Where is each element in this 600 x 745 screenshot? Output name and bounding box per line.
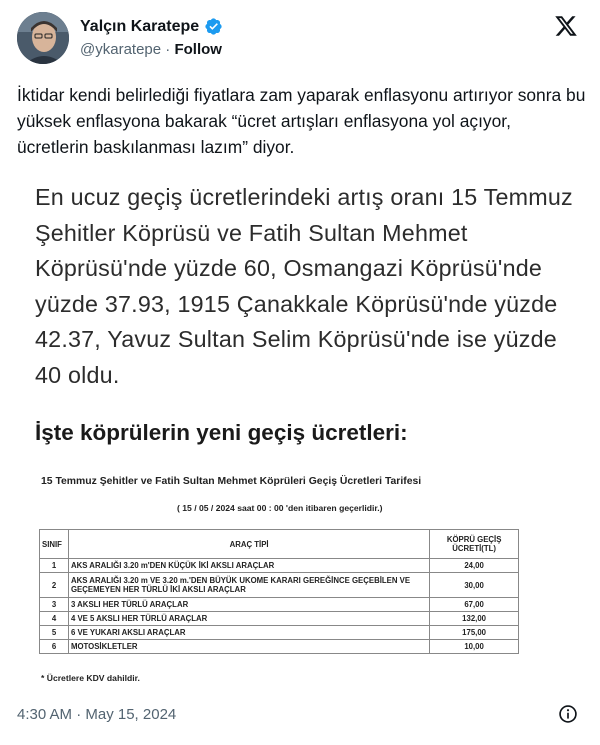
table-row bbox=[40, 612, 519, 626]
row-sinif: 3 bbox=[40, 598, 69, 612]
row-arac-tipi: AKS ARALIĞI 3.20 m'DEN KÜÇÜK İKİ AKSLI ARAÇLAR bbox=[68, 559, 429, 573]
header-sinif: SINIF bbox=[40, 530, 69, 559]
header-arac-tipi: ARAÇ TİPİ bbox=[68, 530, 429, 559]
table-row bbox=[40, 559, 519, 573]
row-arac-tipi: 4 VE 5 AKSLI HER TÜRLÜ ARAÇLAR bbox=[68, 612, 429, 626]
row-price: 10,00 bbox=[430, 640, 519, 654]
author-name[interactable]: Yalçın Karatepe bbox=[80, 17, 200, 35]
author-handle[interactable]: @ykaratepe bbox=[80, 41, 162, 58]
tariff-footnote: * Ücretlere KDV dahildir. bbox=[41, 673, 140, 683]
handle-line bbox=[80, 41, 222, 58]
table-row bbox=[40, 598, 519, 612]
row-price: 175,00 bbox=[430, 626, 519, 640]
table-row bbox=[40, 573, 519, 598]
tweet-text: İktidar kendi belirlediği fiyatlara zam yaparak enflasyonu artırıyor sonra bu yüksek enflasyona bakarak “ücret artışları enflasyona yol açıyor, ücretlerin baskılanması lazım” diyor. bbox=[17, 85, 586, 157]
row-arac-tipi: 6 VE YUKARI AKSLI ARAÇLAR bbox=[68, 626, 429, 640]
row-price: 24,00 bbox=[430, 559, 519, 573]
author-name-row[interactable] bbox=[80, 17, 223, 36]
tariff-title: 15 Temmuz Şehitler ve Fatih Sultan Mehmet Köprüleri Geçiş Ücretleri Tarifesi bbox=[41, 476, 422, 487]
row-arac-tipi: AKS ARALIĞI 3.20 m VE 3.20 m.'DEN BÜYÜK UKOME KARARI GEREĞİNCE GEÇEBİLEN VE GEÇEMEYEN HER TÜRLÜ İKİ AKSLI ARAÇLAR bbox=[68, 573, 429, 598]
handle-separator: · bbox=[165, 41, 171, 58]
table-row bbox=[40, 626, 519, 640]
tariff-table bbox=[39, 529, 519, 654]
avatar[interactable] bbox=[17, 12, 69, 64]
media-subheading: İşte köprülerin yeni geçiş ücretleri: bbox=[35, 420, 408, 445]
row-sinif: 4 bbox=[40, 612, 69, 626]
x-logo-icon[interactable] bbox=[554, 14, 578, 38]
header-price-line2: ÜCRETİ(TL) bbox=[452, 544, 496, 553]
row-arac-tipi: 3 AKSLI HER TÜRLÜ ARAÇLAR bbox=[68, 598, 429, 612]
header-price-line1: KÖPRÜ GEÇİŞ bbox=[446, 535, 502, 544]
row-sinif: 2 bbox=[40, 573, 69, 598]
row-price: 67,00 bbox=[430, 598, 519, 612]
row-sinif: 1 bbox=[40, 559, 69, 573]
header-price bbox=[430, 530, 519, 559]
tweet-media-image[interactable] bbox=[17, 170, 583, 692]
tweet-timestamp[interactable]: 4:30 AM · May 15, 2024 bbox=[17, 706, 177, 723]
tariff-header-row bbox=[40, 530, 519, 559]
avatar-image bbox=[17, 12, 69, 64]
tariff-subtitle: ( 15 / 05 / 2024 saat 00 : 00 'den itibaren geçerlidir.) bbox=[177, 503, 383, 513]
verified-badge-icon bbox=[204, 17, 223, 36]
row-price: 30,00 bbox=[430, 573, 519, 598]
table-row bbox=[40, 640, 519, 654]
row-sinif: 5 bbox=[40, 626, 69, 640]
info-icon[interactable] bbox=[558, 704, 578, 724]
row-sinif: 6 bbox=[40, 640, 69, 654]
media-paragraph: En ucuz geçiş ücretlerindeki artış oranı 15 Temmuz Şehitler Köprüsü ve Fatih Sultan Mehmet Köprüsü'nde yüzde 60, Osmangazi Köprüsü'nde yüzde 37.93, 1915 Çanakkale Köprüsü'nde yüzde 42.37, Yavuz Sultan Selim Köprüsü'nde ise yüzde 40 oldu. bbox=[35, 184, 573, 388]
follow-button[interactable]: Follow bbox=[174, 41, 222, 58]
row-arac-tipi: MOTOSİKLETLER bbox=[68, 640, 429, 654]
row-price: 132,00 bbox=[430, 612, 519, 626]
